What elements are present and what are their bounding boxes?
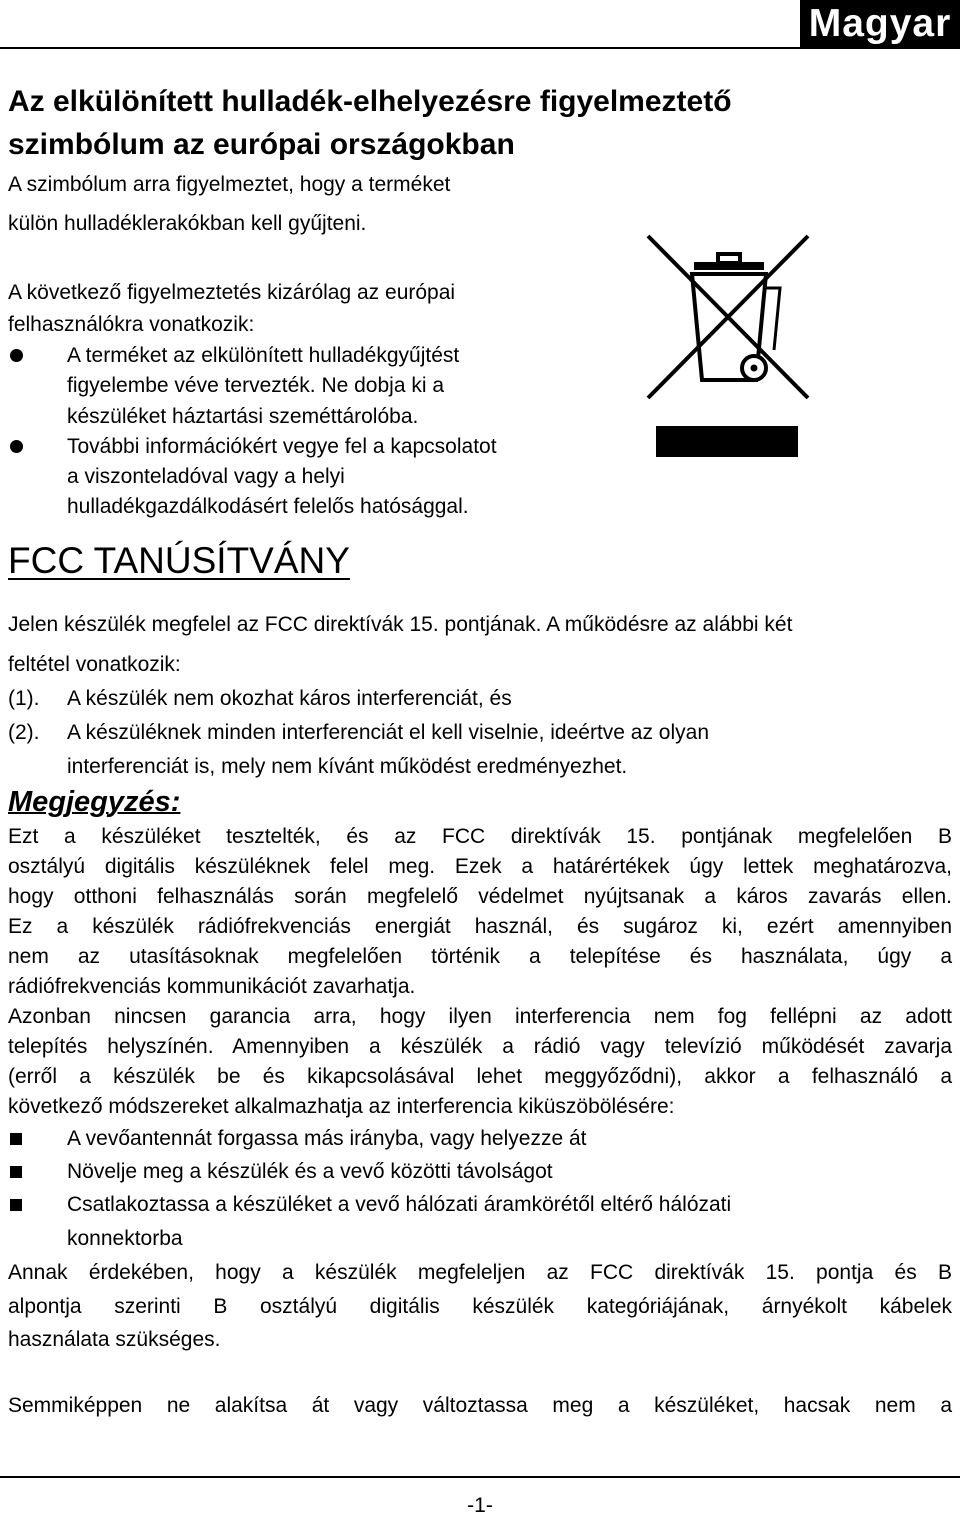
note-paragraph-line: alpontja szerinti B osztályú digitális készülék kategóriájának, árnyékolt kábelek bbox=[8, 1295, 952, 1318]
note-title: Megjegyzés: bbox=[8, 786, 181, 818]
note-paragraph-line: rádiófrekvenciás kommunikációt zavarhatja. bbox=[8, 975, 416, 998]
weee-bullet-line: figyelembe véve tervezték. Ne dobja ki a bbox=[67, 374, 445, 397]
note-bullet-text: A vevőantennát forgassa más irányba, vagy helyezze át bbox=[67, 1127, 587, 1150]
note-paragraph-line: Annak érdekében, hogy a készülék megfeleljen az FCC direktívák 15. pontja és B bbox=[8, 1261, 952, 1284]
language-label: Magyar bbox=[808, 2, 952, 45]
note-paragraph-line: nem az utasításoknak megfelelően történik a telepítése és használata, úgy a bbox=[8, 945, 952, 968]
weee-title: Az elkülönített hulladék-elhelyezésre figyelmeztető szimbólum az európai országokban bbox=[8, 85, 732, 161]
square-bullet-icon bbox=[10, 1133, 22, 1145]
note-paragraph-line: telepítés helyszínén. Amennyiben a készülék a rádió vagy televízió működését zavarja bbox=[8, 1035, 952, 1058]
weee-bullet-line: A terméket az elkülönített hulladékgyűjtést bbox=[67, 344, 460, 367]
square-bullet-icon bbox=[10, 1166, 22, 1178]
fcc-condition-number: (2). bbox=[8, 721, 40, 744]
note-bullet-text: konnektorba bbox=[67, 1227, 183, 1250]
fcc-condition-text: A készülék nem okozhat káros interferenciát, és bbox=[67, 687, 512, 710]
weee-intro-line: A szimbólum arra figyelmeztet, hogy a terméket bbox=[8, 173, 451, 196]
weee-bullet-line: készüléket háztartási szeméttárolóba. bbox=[67, 405, 419, 428]
fcc-condition-text: A készüléknek minden interferenciát el kell viselnie, ideértve az olyan bbox=[67, 721, 710, 744]
header-divider bbox=[0, 47, 960, 49]
note-paragraph-line: használata szükséges. bbox=[8, 1328, 221, 1351]
note-bullet-text: Csatlakoztassa a készüléket a vevő hálózati áramkörétől eltérő hálózati bbox=[67, 1193, 732, 1216]
note-paragraph-line: hogy otthoni felhasználás során megfelelő védelmet nyújtsanak a káros zavarás ellen. bbox=[8, 885, 952, 908]
weee-intro-line: külön hulladéklerakókban kell gyűjteni. bbox=[8, 212, 367, 235]
weee-bullet-line: További információkért vegye fel a kapcsolatot bbox=[67, 435, 497, 458]
square-bullet-icon bbox=[10, 1199, 22, 1211]
fcc-title: FCC TANÚSÍTVÁNY bbox=[8, 540, 350, 581]
bullet-icon bbox=[10, 440, 23, 453]
note-paragraph-line: Ezt a készüléket tesztelték, és az FCC direktívák 15. pontjának megfelelően B bbox=[8, 825, 952, 848]
weee-warning-line: A következő figyelmeztetés kizárólag az európai bbox=[8, 281, 456, 304]
note-paragraph-line: Ez a készülék rádiófrekvenciás energiát használ, és sugároz ki, ezért amennyiben bbox=[8, 915, 952, 938]
weee-warning-line: felhasználókra vonatkozik: bbox=[8, 313, 255, 336]
note-paragraph-line: osztályú digitális készüléknek felel meg. Ezek a határértékek úgy lettek meghatározva, bbox=[8, 855, 952, 878]
language-tab bbox=[800, 0, 960, 48]
footer-divider bbox=[0, 1476, 960, 1478]
fcc-condition-number: (1). bbox=[8, 687, 40, 710]
fcc-intro-line: feltétel vonatkozik: bbox=[8, 653, 181, 676]
note-paragraph-line: Semmiképpen ne alakítsa át vagy változtassa meg a készüléket, hacsak nem a bbox=[8, 1394, 952, 1417]
note-paragraph-line: következő módszereket alkalmazhatja az interferencia kiküszöbölésére: bbox=[8, 1095, 675, 1118]
weee-bullet-line: a viszonteladóval vagy a helyi bbox=[67, 465, 345, 488]
fcc-intro-line: Jelen készülék megfelel az FCC direktívák 15. pontjának. A működésre az alábbi két bbox=[8, 613, 793, 636]
note-bullet-text: Növelje meg a készülék és a vevő közötti távolságot bbox=[67, 1160, 553, 1183]
note-paragraph-line: Azonban nincsen garancia arra, hogy ilyen interferencia nem fog fellépni az adott bbox=[8, 1005, 952, 1028]
crossed-out-wheelie-bin-icon bbox=[644, 230, 814, 462]
note-paragraph-line: (erről a készülék be és kikapcsolásával lehet meggyőződni), akkor a felhasználó a bbox=[8, 1065, 952, 1088]
page-number: -1- bbox=[467, 1494, 493, 1517]
weee-bullet-line: hulladékgazdálkodásért felelős hatósággal. bbox=[67, 495, 469, 518]
bullet-icon bbox=[10, 349, 23, 362]
fcc-condition-text: interferenciát is, mely nem kívánt működést eredményezhet. bbox=[67, 755, 628, 778]
